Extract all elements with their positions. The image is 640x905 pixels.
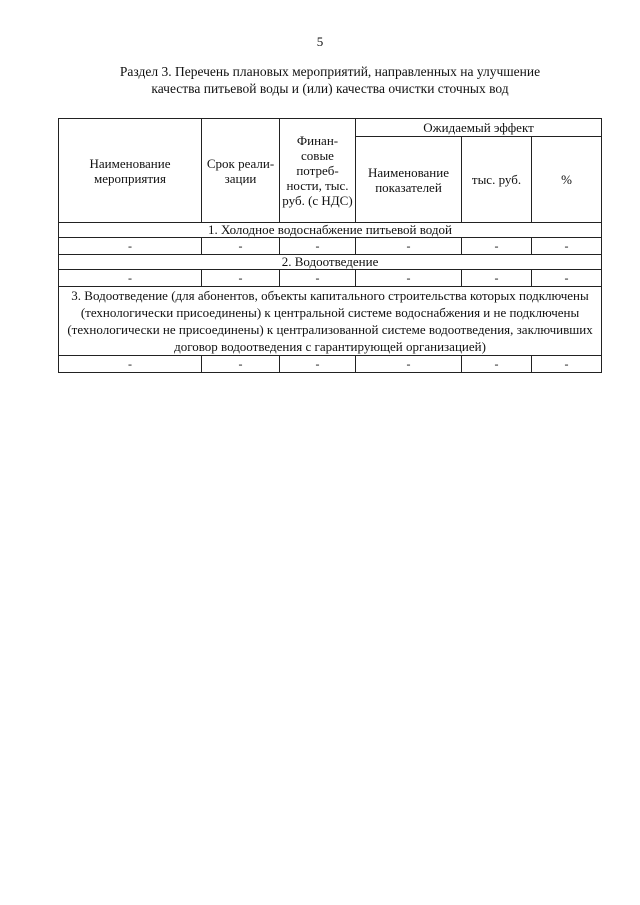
cell: - (356, 356, 462, 373)
table-row (59, 356, 602, 373)
cell: - (280, 356, 356, 373)
table-row (59, 270, 602, 287)
header-expected-effect: Ожидаемый эффект (356, 119, 602, 137)
section-heading (60, 63, 600, 97)
cell: - (202, 356, 280, 373)
heading-line-2: качества питьевой воды и (или) качества очистки сточных вод (151, 81, 509, 96)
section-row (59, 287, 602, 356)
cell: - (462, 270, 532, 287)
header-finance: Финан-совые потреб-ности, тыс. руб. (с НДС) (280, 119, 356, 223)
section-row (59, 223, 602, 238)
cell: - (202, 238, 280, 255)
header-thousand-rub: тыс. руб. (462, 137, 532, 223)
cell: - (462, 356, 532, 373)
section-title: 3. Водоотведение (для абонентов, объекты капитального строительства которых подключены (технологически присоединены) к центральной системе водоснабжения и не подключены (технологически не присоединены) к централизованной системе водоотведения, заключивших договор водоотведения с гарантирующей организацией) (59, 287, 602, 356)
header-term: Срок реали-зации (202, 119, 280, 223)
cell: - (59, 238, 202, 255)
cell: - (462, 238, 532, 255)
cell: - (59, 270, 202, 287)
cell: - (356, 238, 462, 255)
page-number: 5 (316, 34, 324, 49)
section-title: 1. Холодное водоснабжение питьевой водой (59, 223, 602, 238)
cell: - (280, 238, 356, 255)
header-indicator-name: Наименование показателей (356, 137, 462, 223)
heading-line-1: Раздел 3. Перечень плановых мероприятий, направленных на улучшение (119, 64, 541, 79)
header-measure-name: Наименование мероприятия (59, 119, 202, 223)
cell: - (356, 270, 462, 287)
section-row (59, 255, 602, 270)
cell: - (532, 270, 602, 287)
header-percent: % (532, 137, 602, 223)
cell: - (59, 356, 202, 373)
cell: - (202, 270, 280, 287)
cell: - (532, 238, 602, 255)
table-row (59, 238, 602, 255)
cell: - (280, 270, 356, 287)
section-title: 2. Водоотведение (59, 255, 602, 270)
cell: - (532, 356, 602, 373)
measures-table (58, 118, 602, 373)
